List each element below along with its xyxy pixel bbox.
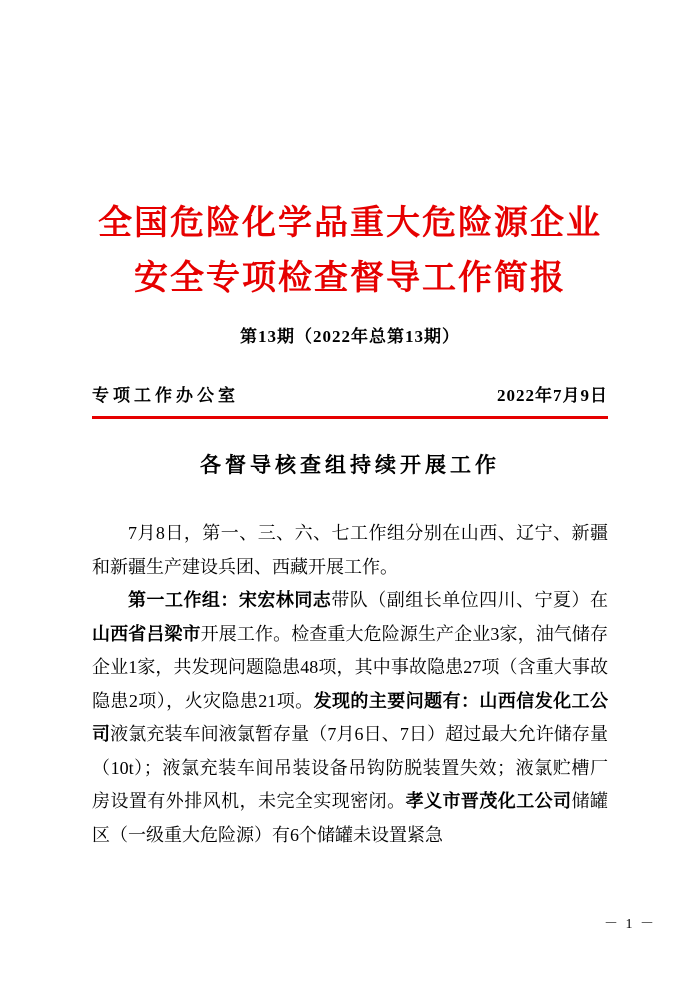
document-title-line1: 全国危险化学品重大危险源企业 (98, 205, 602, 242)
text-run: 开展工作。检查重大危险源生产企业3家，油气储存企业1家，共发现问题隐患48项，其中事故隐患27项（含重大事故隐患2项），火灾隐患21项。 (92, 623, 609, 711)
paragraph-1 (92, 517, 608, 584)
document-title-line2: 安全专项检查督导工作简报 (134, 260, 566, 297)
text-run: 宋宏林同志 (238, 590, 332, 610)
issuing-office: 专项工作办公室 (92, 386, 239, 405)
text-run: 7月8日，第一、三、六、七工作组分别在山西、辽宁、新疆和新疆生产建设兵团、西藏开展工作。 (92, 523, 608, 577)
text-run: 储罐区（一级重大危险源）有6个储罐未设置紧急 (92, 791, 609, 845)
document-date: 2022年7月9日 (497, 386, 608, 405)
text-run: 液氯充装车间液氯暂存量（7月6日、7日）超过最大允许储存量（10t）；液氯充装车间吊装设备吊钩防脱装置失效；液氯贮槽厂房设置有外排风机，未完全实现密闭。 (92, 724, 609, 811)
text-run: 带队（副组长单位四川、宁夏）在 (331, 590, 609, 610)
page-number: － 1 － (604, 917, 656, 932)
text-run: 发现的主要问题有：山西信发化工公司 (92, 690, 609, 744)
issue-info: 第13期（2022年总第13期） (240, 327, 460, 346)
document-body (92, 517, 608, 852)
text-run: 孝义市晋茂化工公司 (405, 791, 572, 811)
office-date-row (92, 381, 608, 406)
red-divider-line (92, 416, 608, 419)
paragraph-2 (92, 584, 608, 852)
document-title (92, 0, 608, 306)
section-title: 各督导核查组持续开展工作 (200, 453, 500, 477)
text-run: 山西省吕梁市 (92, 623, 201, 644)
text-run: 第一工作组： (128, 590, 239, 610)
